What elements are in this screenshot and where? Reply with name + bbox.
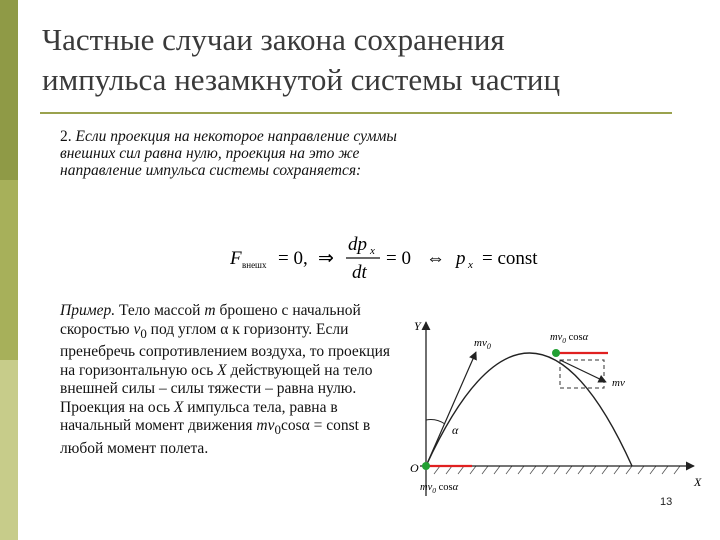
formula-p-subscript: x — [468, 259, 473, 271]
example-text-2: брошено с начальной скоростью — [60, 302, 361, 338]
example-text-6: импульса тела, равна в начальный момент движения — [60, 398, 338, 435]
decorative-side-bar — [0, 0, 18, 540]
formula-const: = const — [482, 248, 538, 269]
formula-dp: dp — [348, 234, 367, 255]
formula-eq-zero-b: = 0 — [386, 248, 411, 269]
origin-label: O — [410, 461, 419, 475]
momentum-label: mv — [612, 377, 625, 389]
example-text-4: к горизонту. Если пренебречь сопротивлением воздуха, то проекция на горизонтальную ось — [60, 320, 391, 379]
example-X-2: X — [173, 398, 184, 416]
start-point-marker — [422, 462, 430, 470]
formula-p: p — [456, 248, 466, 269]
formula-implies: ⇒ — [318, 248, 334, 269]
initial-momentum-label: $mv_0$ — [474, 337, 491, 351]
example-text-1: Тело массой — [115, 302, 205, 319]
side-bar-segment-bottom — [0, 360, 18, 540]
decomposition-box — [560, 360, 604, 388]
bottom-component-label: $mv_0$ cosα — [420, 482, 459, 495]
point-number: 2. — [60, 128, 72, 145]
angle-label: α — [452, 423, 459, 437]
example-v: v — [133, 320, 141, 338]
example-label: Пример. — [60, 302, 116, 319]
side-bar-segment-top — [0, 0, 18, 180]
title-line-2: импульса незамкнутой системы частиц — [42, 62, 561, 97]
top-point-marker — [552, 349, 560, 357]
point-2-text: Если проекция на некоторое направление суммы внешних сил равна нулю, проекция на это же направление импульса системы сохраняется: — [60, 128, 397, 179]
formula-dt: dt — [352, 262, 367, 283]
angle-arc — [426, 420, 445, 425]
title-line-1: Частные случаи закона сохранения — [42, 22, 505, 57]
projectile-diagram — [400, 300, 710, 505]
momentum-conservation-formula — [230, 232, 560, 284]
example-X: X — [217, 361, 227, 379]
trajectory-curve — [426, 353, 632, 466]
example-mv-subscript: 0 — [274, 422, 281, 438]
ground-hatching — [430, 466, 686, 474]
momentum-arrow — [560, 360, 606, 382]
formula-dp-subscript: x — [370, 245, 375, 257]
example-text-5: действующей на тело внешней силы – силы тяжести – равна нулю. Проекция на ось — [60, 361, 373, 416]
initial-momentum-arrow — [426, 352, 476, 466]
title-underline — [40, 112, 672, 114]
example-mv: mv — [256, 417, 275, 435]
x-axis-label: X — [694, 475, 702, 489]
y-axis-label: Y — [414, 319, 421, 333]
example-v-subscript: 0 — [140, 325, 147, 341]
formula-eq-zero: = 0, — [278, 248, 308, 269]
example-m: m — [204, 302, 216, 319]
side-bar-segment-middle — [0, 180, 18, 360]
example-alpha: α — [220, 320, 229, 338]
formula-F: F — [230, 248, 242, 269]
formula-F-subscript: внешх — [242, 260, 267, 270]
slide-title — [42, 20, 682, 100]
example-text-7: cosα = const в любой момент полета. — [60, 417, 371, 457]
top-component-label: $mv_0$ cosα — [550, 332, 589, 345]
point-2-paragraph — [60, 128, 400, 179]
formula-iff: ⇔ — [426, 248, 445, 269]
example-text-3: под углом — [146, 320, 221, 338]
example-paragraph — [60, 302, 396, 458]
page-number: 13 — [660, 496, 673, 508]
